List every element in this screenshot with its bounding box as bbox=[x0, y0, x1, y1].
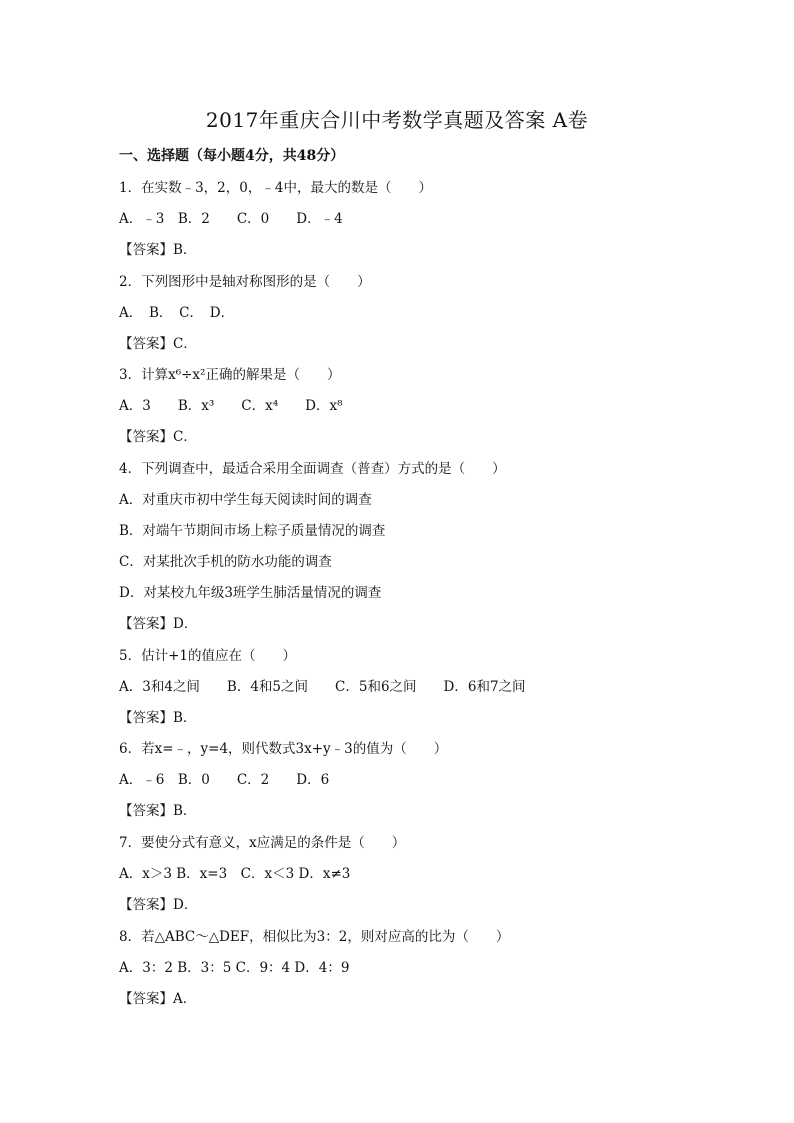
question-2-options: A． B． C． D． bbox=[119, 305, 235, 321]
question-1-answer: 【答案】B． bbox=[119, 242, 197, 258]
question-4: 4．下列调查中，最适合采用全面调查（普查）方式的是（ ） bbox=[119, 461, 506, 477]
question-3-answer: 【答案】C． bbox=[119, 429, 197, 445]
question-3: 3．计算x⁶÷x²正确的解果是（ ） bbox=[119, 367, 341, 383]
question-7-options: A．x＞3 B．x=3 C．x＜3 D．x≠3 bbox=[119, 866, 351, 882]
question-8-options: A．3：2 B．3：5 C．9：4 D．4：9 bbox=[119, 960, 350, 976]
question-2: 2．下列图形中是轴对称图形的是（ ） bbox=[119, 274, 371, 290]
question-4-option-b: B．对端午节期间市场上粽子质量情况的调查 bbox=[119, 523, 386, 539]
question-5-answer: 【答案】B． bbox=[119, 710, 197, 726]
question-1-options: A．﹣3 B．2 C．0 D．﹣4 bbox=[119, 211, 343, 227]
question-8-answer: 【答案】A． bbox=[119, 991, 197, 1007]
question-6-options: A．﹣6 B．0 C．2 D．6 bbox=[119, 772, 330, 788]
question-3-options: A．3 B．x³ C．x⁴ D．x⁸ bbox=[119, 398, 343, 414]
question-7-answer: 【答案】D． bbox=[119, 897, 198, 913]
question-4-answer: 【答案】D． bbox=[119, 616, 198, 632]
question-6: 6．若x=﹣，y=4，则代数式3x+y﹣3的值为（ ） bbox=[119, 741, 448, 757]
question-4-option-c: C．对某批次手机的防水功能的调查 bbox=[119, 554, 332, 570]
question-5-options: A．3和4之间 B．4和5之间 C．5和6之间 D．6和7之间 bbox=[119, 679, 526, 695]
document-title: 2017年重庆合川中考数学真题及答案 A卷 bbox=[205, 108, 589, 132]
question-1: 1．在实数﹣3，2，0，﹣4中，最大的数是（ ） bbox=[119, 180, 432, 196]
section-heading: 一、选择题（每小题4分，共48分） bbox=[119, 148, 345, 164]
question-4-option-d: D．对某校九年级3班学生肺活量情况的调查 bbox=[119, 585, 382, 601]
question-7: 7．要使分式有意义，x应满足的条件是（ ） bbox=[119, 835, 406, 851]
question-2-answer: 【答案】C． bbox=[119, 336, 197, 352]
question-5: 5．估计+1的值应在（ ） bbox=[119, 648, 296, 664]
question-6-answer: 【答案】B． bbox=[119, 803, 197, 819]
question-8: 8．若△ABC～△DEF，相似比为3：2，则对应高的比为（ ） bbox=[119, 929, 510, 945]
question-4-option-a: A．对重庆市初中学生每天阅读时间的调查 bbox=[119, 492, 372, 508]
